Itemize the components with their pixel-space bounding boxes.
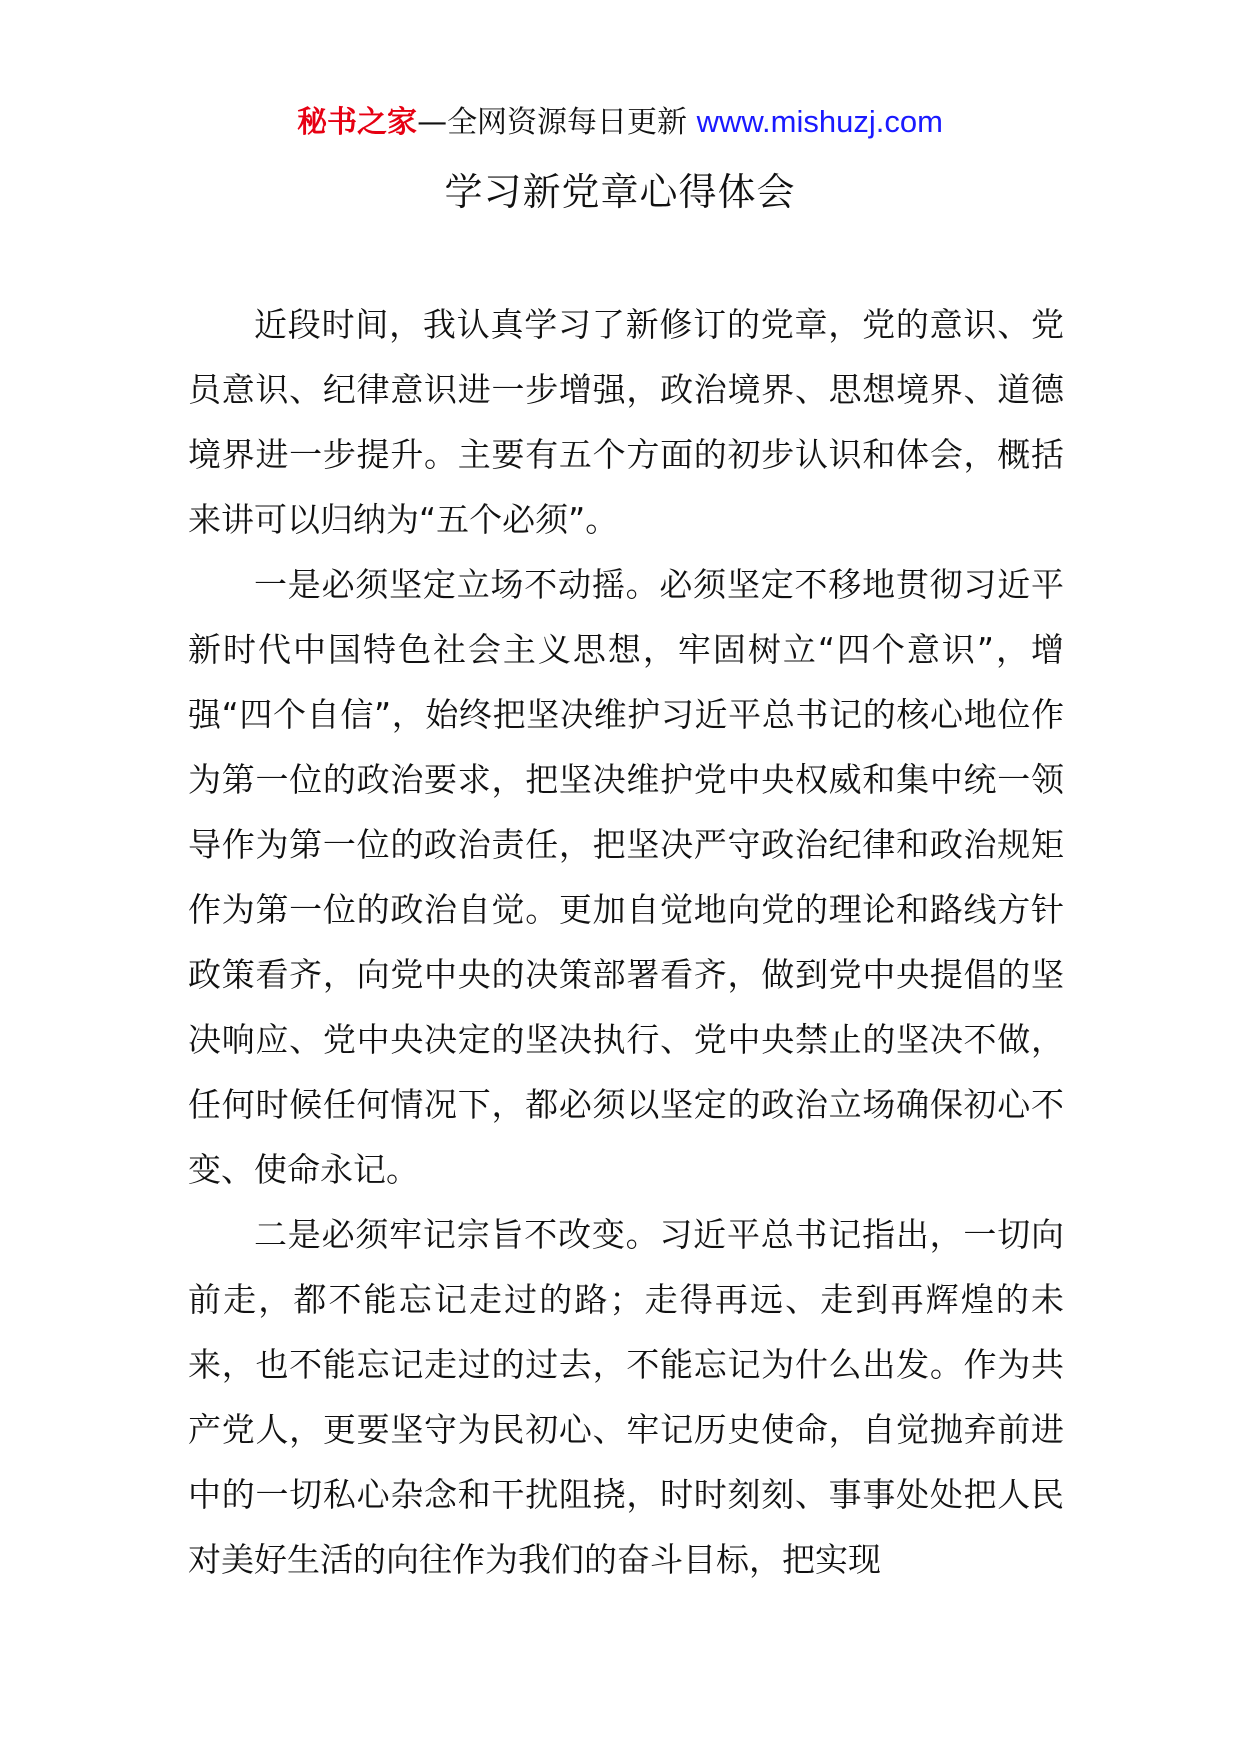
paragraph-point-two: 二是必须牢记宗旨不改变。习近平总书记指出，一切向前走，都不能忘记走过的路；走得再远、走到再辉煌的未来，也不能忘记走过的过去，不能忘记为什么出发。作为共产党人，更要坚守为民初心、牢记历史使命，自觉抛弃前进中的一切私心杂念和干扰阻挠，时时刻刻、事事处处把人民对美好生活的向往作为我们的奋斗目标，把实现 bbox=[188, 1215, 1064, 1579]
paragraph-intro: 近段时间，我认真学习了新修订的党章，党的意识、党员意识、纪律意识进一步增强，政治境界、思想境界、道德境界进一步提升。主要有五个方面的初步认识和体会，概括来讲可以归纳为“五个必须”。 bbox=[188, 305, 1064, 539]
paragraph-point-one: 一是必须坚定立场不动摇。必须坚定不移地贯彻习近平新时代中国特色社会主义思想，牢固树立“四个意识”，增强“四个自信”，始终把坚决维护习近平总书记的核心地位作为第一位的政治要求，把坚决维护党中央权威和集中统一领导作为第一位的政治责任，把坚决严守政治纪律和政治规矩作为第一位的政治自觉。更加自觉地向党的理论和路线方针政策看齐，向党中央的决策部署看齐，做到党中央提倡的坚决响应、党中央决定的坚决执行、党中央禁止的坚决不做，任何时候任何情况下，都必须以坚定的政治立场确保初心不变、使命永记。 bbox=[188, 565, 1064, 1189]
document-title: 学习新党章心得体会 bbox=[444, 170, 796, 214]
site-tagline: —全网资源每日更新 bbox=[417, 105, 697, 140]
document-body bbox=[188, 292, 1064, 1592]
site-header bbox=[0, 100, 1240, 145]
site-url-link[interactable]: www.mishuzj.com bbox=[696, 104, 943, 139]
site-brand: 秘书之家 bbox=[297, 105, 418, 140]
